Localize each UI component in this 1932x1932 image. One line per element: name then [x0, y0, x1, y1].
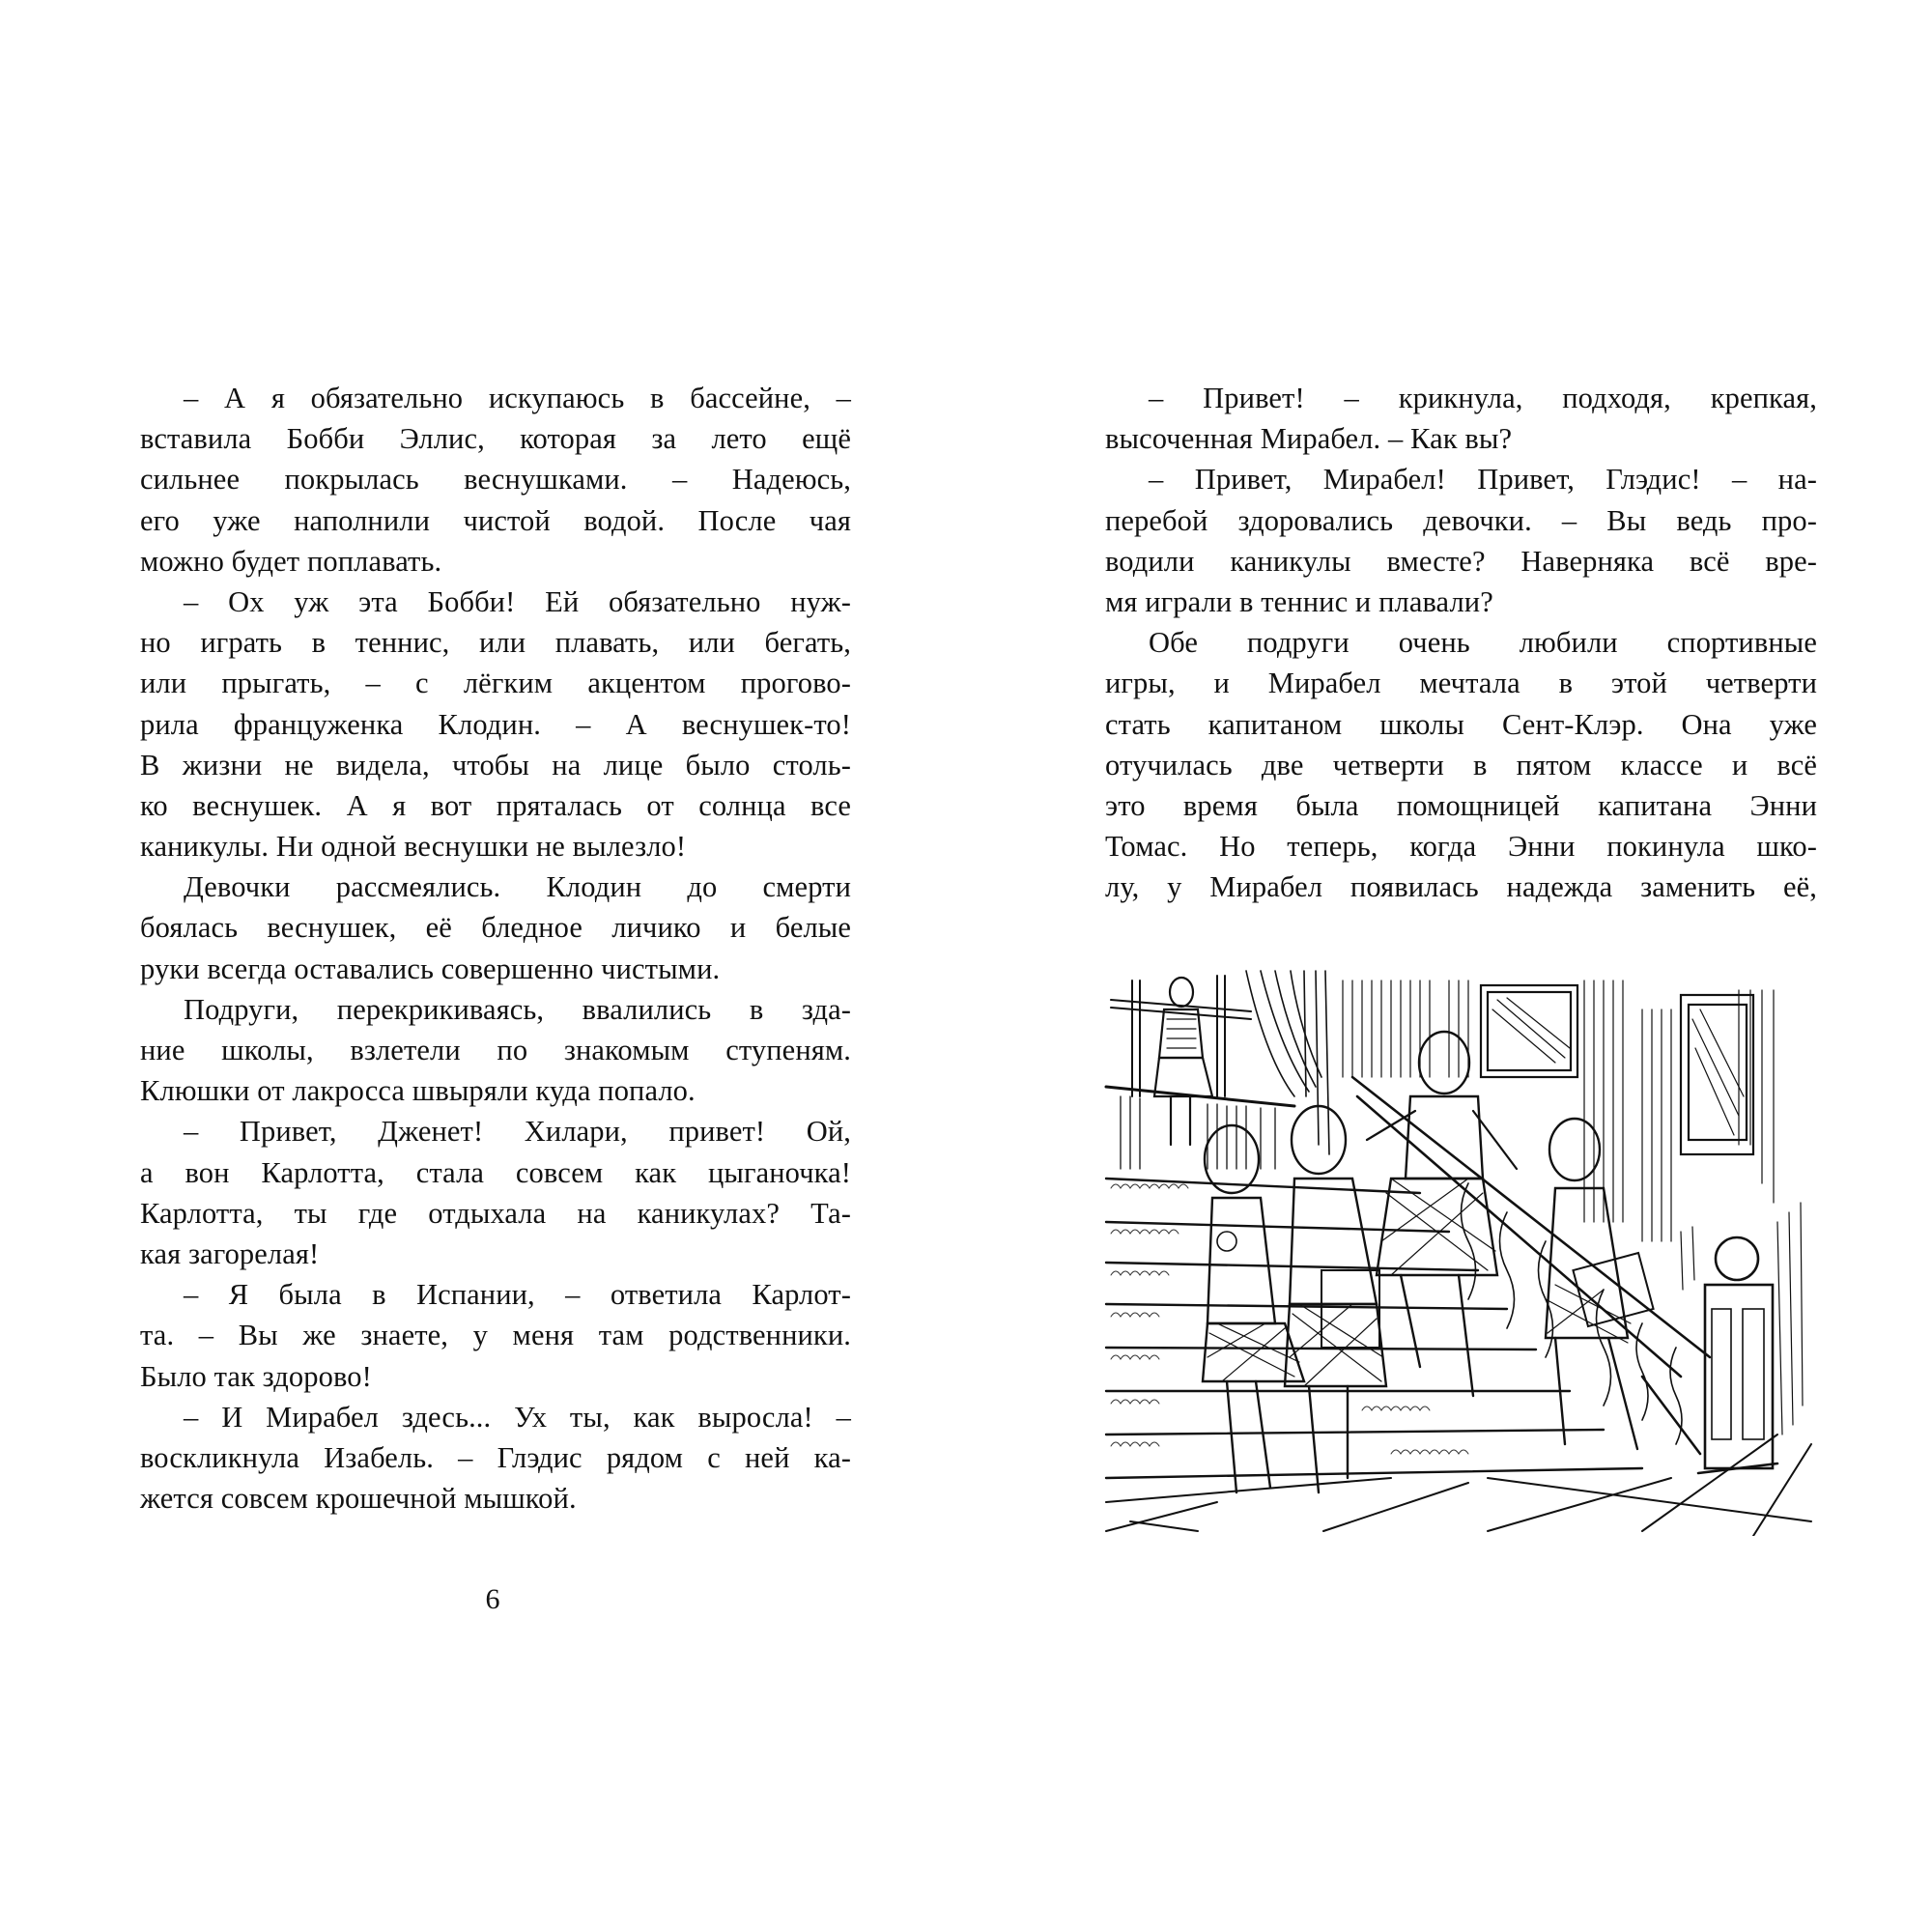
- text-line: сильнее покрылась веснушками. – Надеюсь,: [140, 463, 851, 497]
- text-line: водили каникулы вместе? Наверняка всё вре-: [1105, 544, 1817, 578]
- text-line: руки всегда оставались совершенно чистыми.: [140, 952, 721, 985]
- text-line: лу, у Мирабел появилась надежда заменить её,: [1105, 870, 1817, 904]
- curtain-icon: [1246, 971, 1329, 1154]
- staircase-illustration: [1101, 952, 1816, 1536]
- text-line: его уже наполнили чистой водой. После чая: [140, 503, 851, 537]
- girl-figure: [1546, 1119, 1654, 1449]
- window-icon: [1111, 976, 1251, 1096]
- text-line: Было так здорово!: [140, 1359, 372, 1393]
- text-line: перебой здоровались девочки. – Вы ведь про-: [1105, 503, 1817, 537]
- text-line: Девочки рассмеялись. Клодин до смерти: [184, 870, 851, 904]
- text-line: стать капитаном школы Сент-Клэр. Она уже: [1105, 707, 1817, 741]
- text-line: – Привет, Дженет! Хилари, привет! Ой,: [184, 1115, 851, 1149]
- text-line: Томас. Но теперь, когда Энни покинула шко-: [1105, 830, 1817, 864]
- text-line: кая загорелая!: [140, 1236, 320, 1270]
- picture-frame-icon: [1681, 995, 1753, 1154]
- text-line: но играть в теннис, или плавать, или бегать,: [140, 626, 851, 660]
- text-line: или прыгать, – с лёгким акцентом прогово-: [140, 667, 851, 700]
- girl-figure: [1154, 978, 1212, 1145]
- text-line: та. – Вы же знаете, у меня там родственники.: [140, 1319, 851, 1352]
- text-line: каникулы. Ни одной веснушки не вылезло!: [140, 830, 687, 864]
- text-line: – Ох уж эта Бобби! Ей обязательно нуж-: [184, 584, 851, 618]
- girl-figure: [1285, 1106, 1386, 1492]
- right-page: [966, 0, 1932, 1932]
- text-line: Клюшки от лакросса швыряли куда попало.: [140, 1074, 696, 1108]
- text-line: Карлотта, ты где отдыхала на каникулах? Та-: [140, 1196, 851, 1230]
- text-line: вставила Бобби Эллис, которая за лето ещё: [140, 422, 851, 456]
- text-line: жется совсем крошечной мышкой.: [140, 1482, 577, 1516]
- text-line: – Я была в Испании, – ответила Карлот-: [184, 1278, 851, 1312]
- text-line: Обе подруги очень любили спортивные: [1149, 626, 1817, 660]
- text-line: мя играли в теннис и плавали?: [1105, 584, 1493, 618]
- left-page-text: [140, 378, 851, 1519]
- text-line: ко веснушек. А я вот пряталась от солнца все: [140, 788, 851, 822]
- text-line: Подруги, перекрикиваясь, ввалились в зда-: [184, 992, 851, 1026]
- text-line: игры, и Мирабел мечтала в этой четверти: [1105, 667, 1817, 700]
- text-line: отучилась две четверти в пятом классе и всё: [1105, 748, 1817, 781]
- text-line: это время была помощницей капитана Энни: [1105, 788, 1817, 822]
- text-line: высоченная Мирабел. – Как вы?: [1105, 422, 1513, 456]
- text-line: рила француженка Клодин. – А веснушек-то!: [140, 707, 851, 741]
- text-line: В жизни не видела, чтобы на лице было столь-: [140, 748, 851, 781]
- page-number: 6: [485, 1583, 500, 1615]
- text-line: – И Мирабел здесь... Ух ты, как выросла! –: [184, 1400, 851, 1434]
- staircase-steps: [1106, 1179, 1642, 1478]
- text-line: можно будет поплавать.: [140, 544, 442, 578]
- text-line: – А я обязательно искупаюсь в бассейне, –: [184, 382, 851, 414]
- text-line: – Привет! – крикнула, подходя, крепкая,: [1149, 382, 1817, 414]
- text-line: воскликнула Изабель. – Глэдис рядом с ней ка-: [140, 1440, 851, 1474]
- newel-post: [1698, 1237, 1777, 1473]
- text-line: боялась веснушек, её бледное личико и белые: [140, 911, 851, 945]
- right-page-text: [1105, 378, 1817, 907]
- picture-frame-icon: [1481, 985, 1577, 1077]
- balustrade: [1352, 1077, 1710, 1454]
- text-line: ние школы, взлетели по знакомым ступеням.: [140, 1034, 851, 1066]
- text-line: а вон Карлотта, стала совсем как цыганочка!: [140, 1155, 851, 1189]
- text-line: – Привет, Мирабел! Привет, Глэдис! – на-: [1149, 463, 1817, 497]
